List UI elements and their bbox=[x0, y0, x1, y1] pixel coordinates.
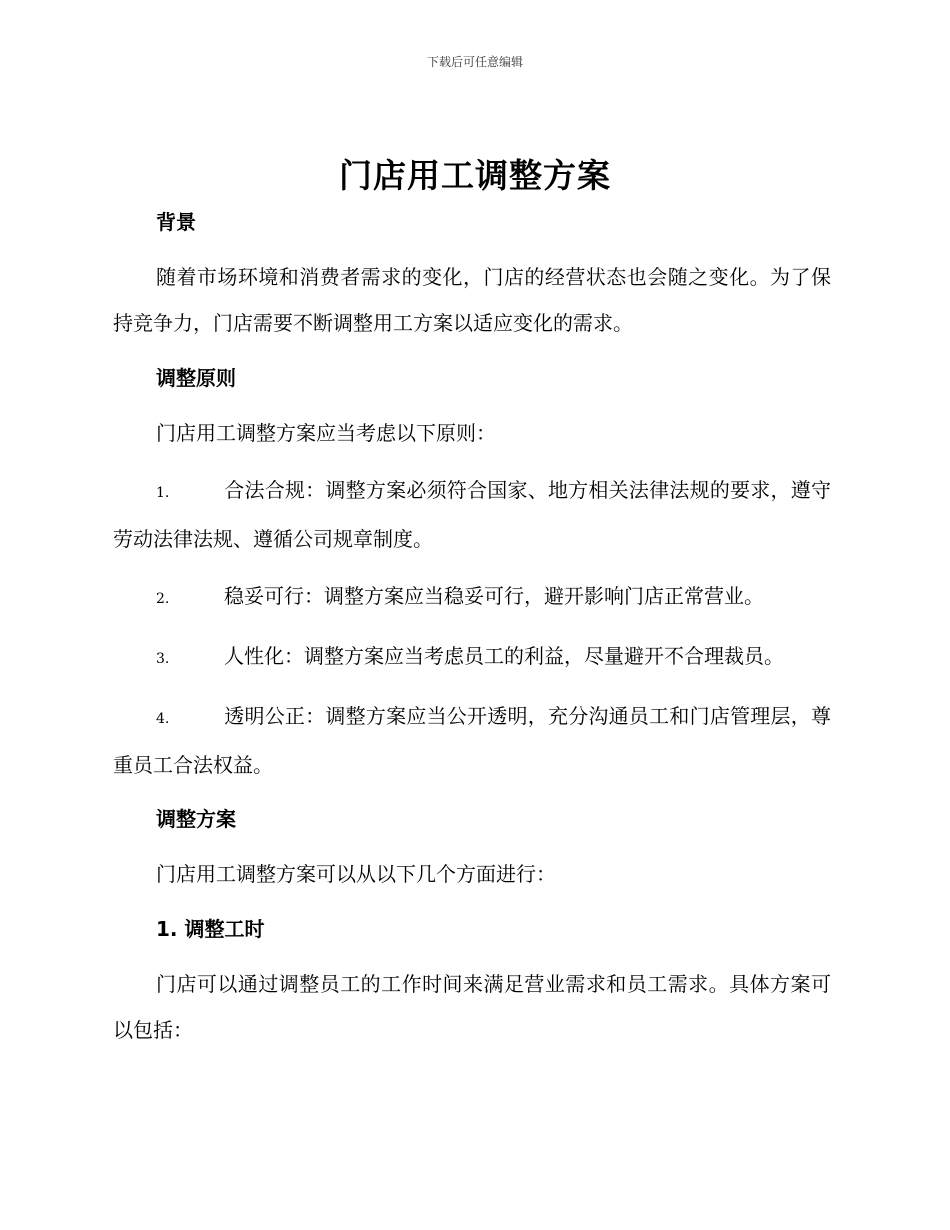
document-title: 门店用工调整方案 bbox=[339, 156, 611, 195]
background-paragraph: 随着市场环境和消费者需求的变化，门店的经营状态也会随之变化。为了保持竞争力，门店需要不断调整用工方案以适应变化的需求。 bbox=[113, 265, 831, 335]
principle-item-3 bbox=[113, 633, 831, 682]
principle-item-4 bbox=[113, 693, 831, 788]
list-item-text: 人性化：调整方案应当考虑员工的利益，尽量避开不合理裁员。 bbox=[224, 644, 784, 668]
list-number: 1. bbox=[156, 485, 170, 501]
list-item-text: 透明公正：调整方案应当公开透明，充分沟通员工和门店管理层，尊重员工合法权益。 bbox=[113, 704, 831, 777]
document-body bbox=[113, 202, 831, 1053]
header-note: 下载后可任意编辑 bbox=[426, 55, 523, 69]
list-number: 4. bbox=[156, 711, 170, 727]
list-item-text: 合法合规：调整方案必须符合国家、地方相关法律法规的要求，遵守劳动法律法规、遵循公司规章制度。 bbox=[113, 478, 831, 551]
list-item-text: 稳妥可行：调整方案应当稳妥可行，避开影响门店正常营业。 bbox=[224, 584, 764, 608]
principle-item-1 bbox=[113, 467, 831, 562]
section-heading-principles: 调整原则 bbox=[156, 366, 236, 390]
section-heading-background: 背景 bbox=[156, 210, 196, 234]
adjust-hours-paragraph: 门店可以通过调整员工的工作时间来满足营业需求和员工需求。具体方案可以包括： bbox=[113, 972, 831, 1042]
section-heading-plan: 调整方案 bbox=[156, 807, 236, 831]
list-number: 3. bbox=[156, 651, 170, 667]
plan-intro: 门店用工调整方案可以从以下几个方面进行： bbox=[156, 862, 556, 886]
subsection-heading-adjust-hours: 1. 调整工时 bbox=[156, 917, 265, 941]
list-number: 2. bbox=[156, 591, 170, 607]
principle-item-2 bbox=[113, 573, 831, 622]
principles-intro: 门店用工调整方案应当考虑以下原则： bbox=[156, 421, 496, 445]
